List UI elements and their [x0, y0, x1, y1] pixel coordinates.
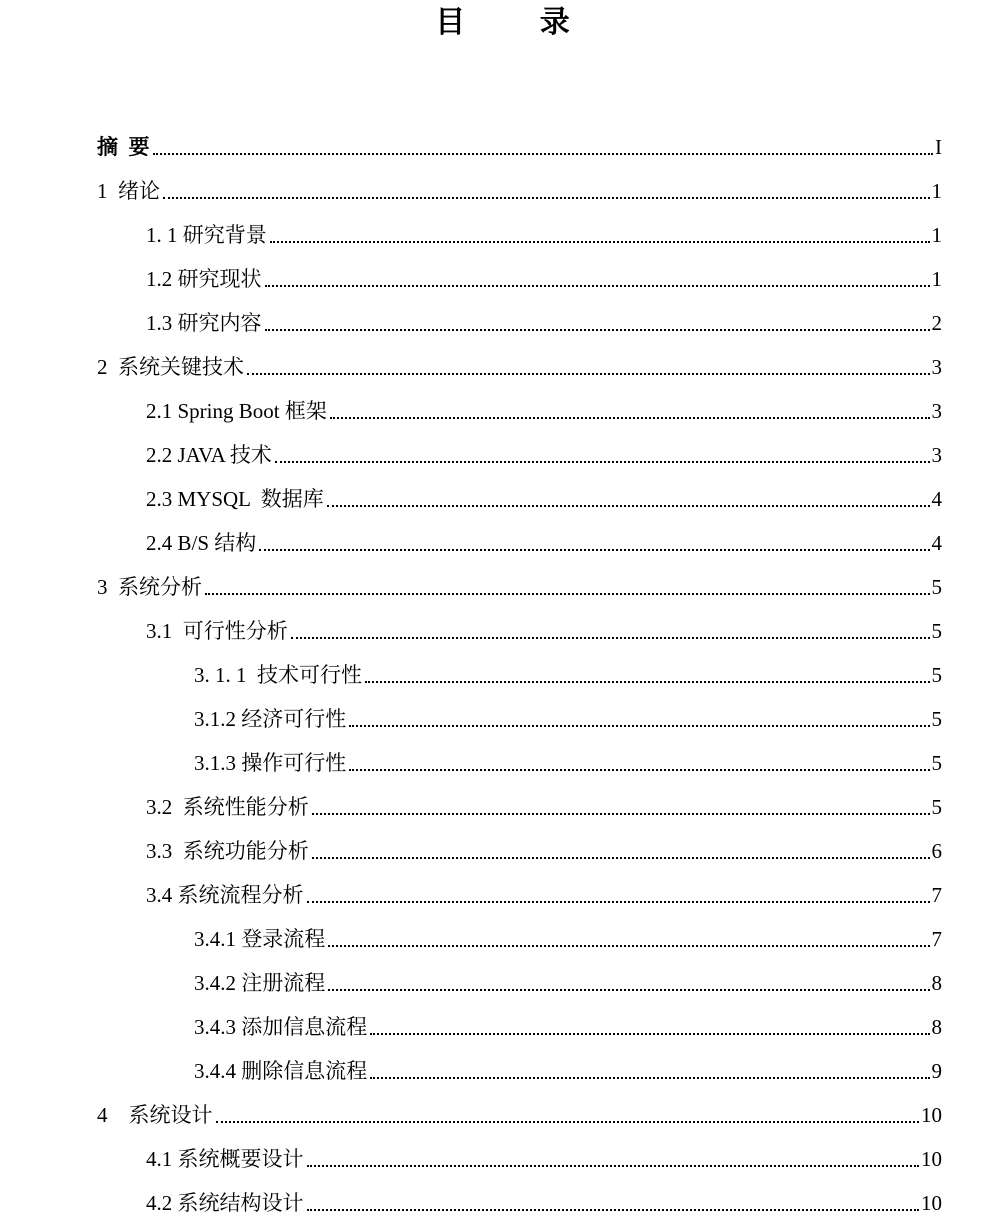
toc-entry-page: 4 [931, 531, 942, 555]
toc-entry-4-2[interactable] [146, 1180, 942, 1224]
toc-entry-3-2[interactable] [146, 784, 942, 828]
toc-entry-chapter-3[interactable] [97, 564, 942, 608]
dot-leader [328, 945, 929, 947]
dot-leader [153, 153, 934, 155]
dot-leader [312, 857, 930, 859]
toc-entry-label: 3.3 系统功能分析 [146, 839, 309, 863]
toc-entry-label: 4.1 系统概要设计 [146, 1147, 304, 1171]
dot-leader [312, 813, 930, 815]
toc-entry-page: 10 [921, 1191, 942, 1215]
toc-entry-label: 1.3 研究内容 [146, 311, 262, 335]
dot-leader [349, 725, 929, 727]
toc-entry-label: 1.2 研究现状 [146, 267, 262, 291]
dot-leader [205, 593, 930, 595]
toc-entry-label: 1 绪论 [97, 179, 160, 203]
dot-leader [370, 1033, 929, 1035]
toc-entry-page: 3 [931, 443, 942, 467]
toc-entry-page: 8 [931, 1015, 942, 1039]
toc-entry-3-1-1[interactable] [194, 652, 942, 696]
toc-entry-2-2[interactable] [146, 432, 942, 476]
dot-leader [307, 1165, 920, 1167]
page-title: 目 录 [435, 5, 602, 40]
toc-entry-page: 4 [931, 487, 942, 511]
toc-entry-label: 3.4.2 注册流程 [194, 971, 326, 995]
toc-entry-4-1[interactable] [146, 1136, 942, 1180]
toc-entry-page: 5 [931, 751, 942, 775]
toc-entry-page: 6 [931, 839, 942, 863]
toc-entry-2-1[interactable] [146, 388, 942, 432]
dot-leader [265, 285, 930, 287]
toc-entry-page: 5 [931, 575, 942, 599]
dot-leader [328, 989, 929, 991]
dot-leader [349, 769, 929, 771]
toc-entry-page: 2 [931, 311, 942, 335]
toc-entry-label: 3.4.4 删除信息流程 [194, 1059, 368, 1083]
toc-entry-page: 5 [931, 663, 942, 687]
toc-entry-label: 3.1.3 操作可行性 [194, 751, 347, 775]
toc-entry-label: 摘 要 [97, 135, 150, 159]
toc-entry-page: 7 [931, 883, 942, 907]
toc-entry-page: I [935, 135, 942, 159]
toc-entry-1-2[interactable] [146, 256, 942, 300]
dot-leader [163, 197, 930, 199]
toc-entry-1-3[interactable] [146, 300, 942, 344]
toc-entry-page: 3 [931, 355, 942, 379]
toc-entry-page: 10 [921, 1147, 942, 1171]
toc-entry-chapter-1[interactable] [97, 168, 942, 212]
toc-entry-label: 3 系统分析 [97, 575, 202, 599]
toc-entry-label: 4 系统设计 [97, 1103, 213, 1127]
toc-entry-label: 2.4 B/S 结构 [146, 531, 257, 555]
toc-entry-page: 3 [931, 399, 942, 423]
dot-leader [307, 901, 930, 903]
dot-leader [275, 461, 930, 463]
dot-leader [307, 1209, 920, 1211]
toc-entry-page: 1 [931, 179, 942, 203]
toc-entry-3-4-3[interactable] [194, 1004, 942, 1048]
toc-entry-label: 3.4.1 登录流程 [194, 927, 326, 951]
toc-entry-3-3[interactable] [146, 828, 942, 872]
toc-entry-label: 2.3 MYSQL 数据库 [146, 487, 324, 511]
toc-entry-label: 3.4.3 添加信息流程 [194, 1015, 368, 1039]
dot-leader [265, 329, 930, 331]
toc-entry-page: 5 [931, 795, 942, 819]
toc-entry-label: 2.1 Spring Boot 框架 [146, 399, 327, 423]
toc-entry-abstract[interactable] [97, 124, 942, 168]
toc-entry-page: 10 [921, 1103, 942, 1127]
toc-entry-2-4[interactable] [146, 520, 942, 564]
dot-leader [330, 417, 930, 419]
toc-entry-3-4-4[interactable] [194, 1048, 942, 1092]
dot-leader [291, 637, 930, 639]
toc-entry-label: 1. 1 研究背景 [146, 223, 267, 247]
toc-entry-3-1-2[interactable] [194, 696, 942, 740]
toc-entry-3-4-2[interactable] [194, 960, 942, 1004]
toc-entry-2-3[interactable] [146, 476, 942, 520]
toc-entry-3-1[interactable] [146, 608, 942, 652]
dot-leader [365, 681, 930, 683]
dot-leader [247, 373, 930, 375]
dot-leader [216, 1121, 920, 1123]
toc-entry-label: 3.1 可行性分析 [146, 619, 288, 643]
toc-entry-label: 3. 1. 1 技术可行性 [194, 663, 362, 687]
toc-entry-page: 7 [931, 927, 942, 951]
dot-leader [370, 1077, 929, 1079]
toc-entry-page: 8 [931, 971, 942, 995]
dot-leader [327, 505, 930, 507]
toc-entry-3-4[interactable] [146, 872, 942, 916]
toc-entry-label: 3.1.2 经济可行性 [194, 707, 347, 731]
toc-entry-3-1-3[interactable] [194, 740, 942, 784]
toc-entry-label: 4.2 系统结构设计 [146, 1191, 304, 1215]
toc-entry-label: 3.2 系统性能分析 [146, 795, 309, 819]
toc-entry-chapter-2[interactable] [97, 344, 942, 388]
toc-entry-label: 3.4 系统流程分析 [146, 883, 304, 907]
toc-entry-1-1[interactable] [146, 212, 942, 256]
toc-entry-page: 1 [931, 223, 942, 247]
toc-entry-label: 2.2 JAVA 技术 [146, 443, 272, 467]
toc-entry-page: 5 [931, 707, 942, 731]
toc-entry-3-4-1[interactable] [194, 916, 942, 960]
toc-entry-label: 2 系统关键技术 [97, 355, 244, 379]
toc-entry-page: 9 [931, 1059, 942, 1083]
toc-entry-chapter-4[interactable] [97, 1092, 942, 1136]
dot-leader [270, 241, 930, 243]
toc-entry-page: 5 [931, 619, 942, 643]
dot-leader [259, 549, 929, 551]
toc-entry-page: 1 [931, 267, 942, 291]
